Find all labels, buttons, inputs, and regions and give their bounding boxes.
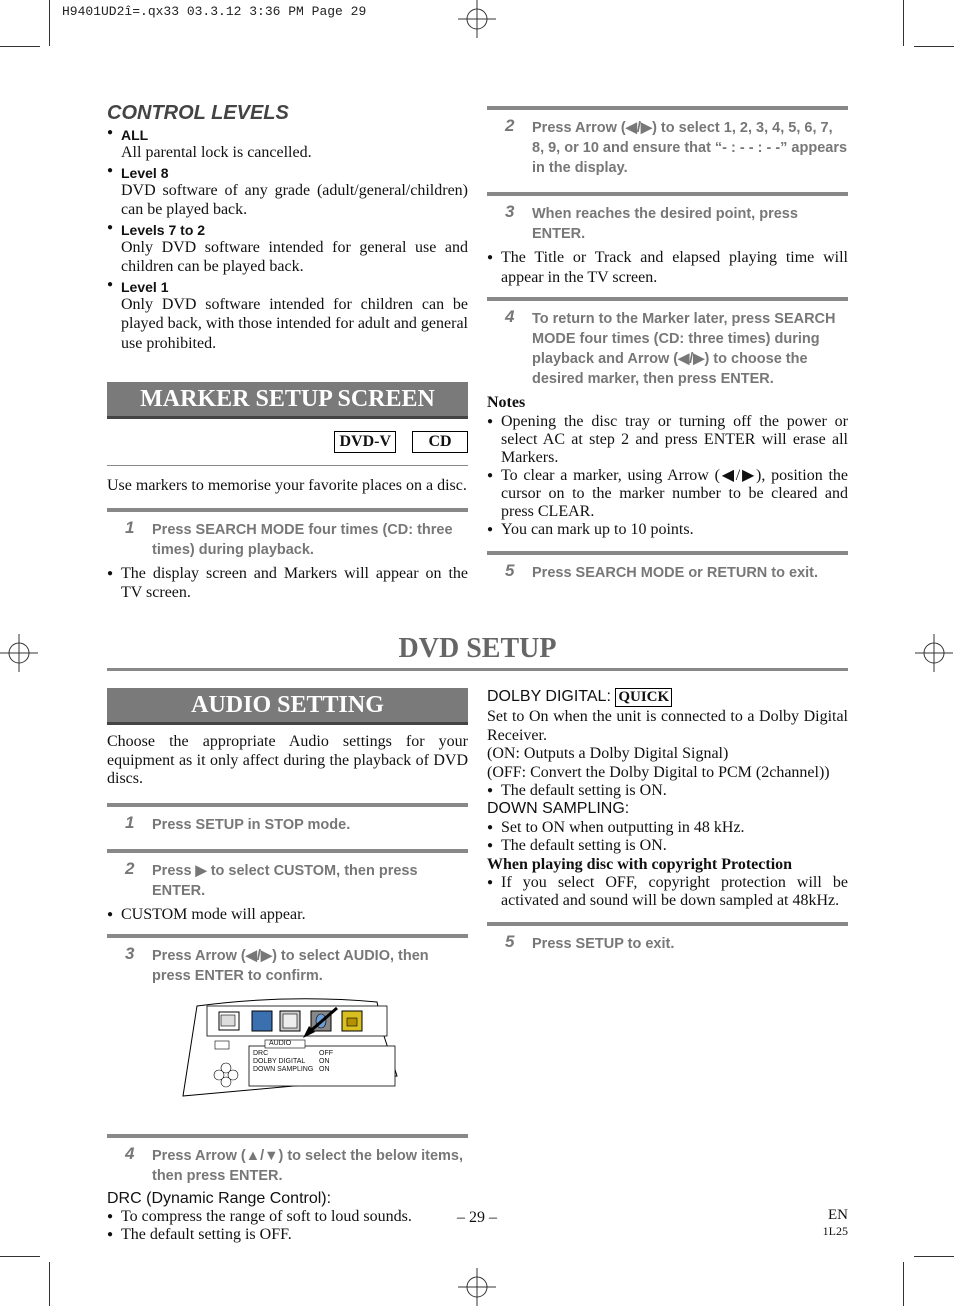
- drc-note: ● The default setting is OFF.: [107, 1226, 468, 1244]
- audio-step-4: [107, 1134, 468, 1190]
- crop-mark: [49, 1262, 50, 1306]
- copyright-title: When playing disc with copyright Protection: [487, 856, 793, 873]
- marker-setup-banner: MARKER SETUP SCREEN: [107, 382, 468, 419]
- copyright-note: ● If you select OFF, copyright protection will be activated and sound will be down sampled at 48kHz.: [487, 874, 848, 910]
- step-number: 3: [505, 202, 515, 221]
- step-text: To return to the Marker later, press SEARCH MODE four times (CD: three times) during playback and Arrow (◀/▶) to choose the desired marker, then press ENTER.: [532, 311, 836, 387]
- quick-tag: QUICK: [615, 688, 672, 707]
- step-note: ● The display screen and Markers will appear on the TV screen.: [107, 564, 468, 603]
- menu-label: DRC: [253, 1050, 269, 1057]
- registration-mark-icon: [0, 634, 38, 672]
- audio-options-section: [487, 688, 848, 958]
- step-number: 4: [125, 1144, 135, 1163]
- audio-menu-title: AUDIO: [269, 1040, 292, 1047]
- level-text: DVD software of any grade (adult/general/children) can be played back.: [121, 181, 468, 218]
- registration-mark-icon: [915, 634, 953, 672]
- step-text: Press SEARCH MODE or RETURN to exit.: [532, 564, 819, 581]
- step-note: ● CUSTOM mode will appear.: [107, 905, 468, 925]
- notes-title: Notes: [487, 394, 526, 411]
- step-text: Press SETUP to exit.: [532, 936, 675, 952]
- step-text: Press ▶ to select CUSTOM, then press ENTER.: [152, 862, 418, 899]
- audio-menu-illustration: [107, 996, 468, 1108]
- dolby-on: (ON: Outputs a Dolby Digital Signal): [487, 745, 729, 762]
- level-text: Only DVD software intended for general use and children can be played back.: [121, 238, 468, 275]
- marker-step-2: [487, 106, 848, 182]
- dolby-heading: [487, 688, 848, 707]
- crop-mark: [914, 46, 954, 47]
- dolby-default: ● The default setting is ON.: [487, 782, 848, 800]
- step-text: Press SETUP in STOP mode.: [152, 816, 351, 833]
- step-number: 1: [125, 812, 135, 832]
- registration-mark-icon: [458, 1268, 496, 1306]
- audio-setting-banner: AUDIO SETTING: [107, 688, 468, 725]
- crop-mark: [0, 46, 40, 47]
- note-item: ● To clear a marker, using Arrow (◀/▶), position the cursor on to the marker number to be cleared and press CLEAR.: [487, 467, 848, 521]
- audio-step-3: [107, 934, 468, 990]
- marker-step-4: [487, 297, 848, 393]
- marker-step-3: [487, 192, 848, 248]
- cd-tag: CD: [412, 431, 468, 453]
- step-number: 5: [505, 560, 515, 580]
- audio-setting-section: [107, 688, 468, 1244]
- step-number: 3: [125, 944, 135, 963]
- step-text: When reaches the desired point, press ENTER.: [532, 206, 798, 242]
- crop-mark: [0, 1256, 40, 1257]
- audio-menu-values: [319, 1050, 333, 1074]
- crop-mark: [903, 1262, 904, 1306]
- step-number: 1: [125, 517, 135, 537]
- level-head: ● Level 8: [107, 165, 468, 181]
- audio-intro: Choose the appropriate Audio settings for your equipment as it only affect during the playback of DVD discs.: [107, 733, 468, 787]
- step-number: 4: [505, 307, 515, 326]
- marker-intro: Use markers to memorise your favorite places on a disc.: [107, 477, 467, 494]
- crop-mark: [914, 1256, 954, 1257]
- menu-label: DOLBY DIGITAL: [253, 1058, 306, 1065]
- dvd-v-tag: DVD-V: [334, 431, 396, 453]
- section-rule: [107, 668, 848, 671]
- menu-value: OFF: [319, 1050, 333, 1057]
- crop-mark: [903, 0, 904, 46]
- down-note: ● The default setting is ON.: [487, 837, 848, 855]
- down-sampling-title: DOWN SAMPLING:: [487, 800, 630, 817]
- crop-mark: [49, 0, 50, 46]
- language-code: EN: [828, 1207, 848, 1223]
- step-note: ● The Title or Track and elapsed playing time will appear in the TV screen.: [487, 248, 848, 287]
- marker-step-1: [107, 508, 468, 564]
- menu-value: ON: [319, 1066, 330, 1073]
- menu-value: ON: [319, 1058, 330, 1065]
- drc-title: DRC (Dynamic Range Control):: [107, 1190, 332, 1207]
- level-head: ● Levels 7 to 2: [107, 222, 468, 238]
- marker-setup-section: [107, 382, 468, 603]
- level-text: All parental lock is cancelled.: [121, 144, 312, 161]
- level-text: Only DVD software intended for children can be played back, with those intended for adult and general use prohibited.: [121, 295, 468, 352]
- audio-step-1: [107, 803, 468, 839]
- control-levels-section: [107, 102, 468, 353]
- step-number: 2: [125, 858, 135, 878]
- step-number: 5: [505, 932, 515, 951]
- disc-type-tags: [107, 431, 468, 453]
- audio-menu-labels: [253, 1050, 313, 1074]
- doc-code: 1L25: [822, 1224, 848, 1238]
- dvd-setup-title: DVD SETUP: [398, 633, 557, 664]
- control-levels-title: CONTROL LEVELS: [107, 102, 289, 124]
- step-text: Press Arrow (◀/▶) to select 1, 2, 3, 4, 5, 6, 7, 8, 9, or 10 and ensure that “- : - - : - -” appears in the display.: [532, 120, 848, 176]
- level-head: ● Level 1: [107, 279, 468, 295]
- dolby-off: (OFF: Convert the Dolby Digital to PCM (2channel)): [487, 764, 830, 781]
- dolby-title: DOLBY DIGITAL:: [487, 688, 611, 705]
- step-text: Press Arrow (▲/▼) to select the below items, then press ENTER.: [152, 1148, 463, 1184]
- step-text: Press SEARCH MODE four times (CD: three times) during playback.: [152, 521, 453, 558]
- marker-steps-right: [487, 102, 848, 587]
- audio-step-2: [107, 849, 468, 905]
- page-number: – 29 –: [457, 1209, 497, 1226]
- down-note: ● Set to ON when outputting in 48 kHz.: [487, 818, 848, 837]
- step-number: 2: [505, 116, 515, 135]
- note-item: ● You can mark up to 10 points.: [487, 521, 848, 539]
- dolby-text: Set to On when the unit is connected to a Dolby Digital Receiver.: [487, 708, 848, 744]
- audio-step-5: [487, 922, 848, 958]
- level-head: ● ALL: [107, 127, 468, 143]
- step-text: Press Arrow (◀/▶) to select AUDIO, then press ENTER to confirm.: [152, 948, 429, 984]
- drc-note: ● To compress the range of soft to loud sounds.: [107, 1208, 468, 1226]
- menu-label: DOWN SAMPLING: [253, 1066, 314, 1073]
- registration-mark-icon: [458, 0, 496, 38]
- marker-step-5: [487, 551, 848, 587]
- file-header: H9401UD2î=.qx33 03.3.12 3:36 PM Page 29: [62, 4, 367, 19]
- note-item: ● Opening the disc tray or turning off the power or select AC at step 2 and press ENTER will erase all Markers.: [487, 413, 848, 467]
